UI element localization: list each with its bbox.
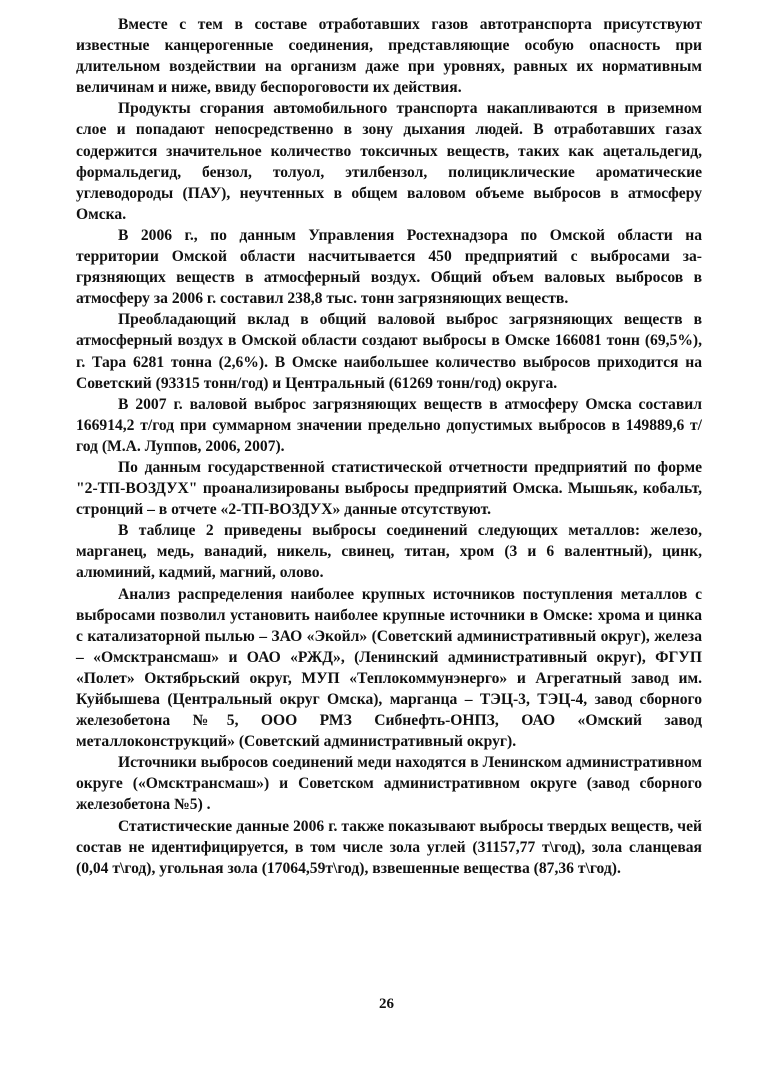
page-number: 26 [379, 996, 394, 1012]
paragraph-5: В 2007 г. валовой выброс загрязняющих веществ в атмосферу Омска составил 166914,2 т/год при суммарном значении предельно допустимых выбросов в 149889,6 т/год (М.А. Луппов, 2006, 2007). [76, 395, 702, 455]
body-text [76, 14, 702, 879]
paragraph-8: Анализ распределения наиболее крупных источников поступления металлов с выбросами позволил установить наиболее крупные источники в Омске: хрома и цинка с катализаторной пылью – ЗАО «Экойл» (Советский административный округ), железа – «Омсктрансмаш» и ОАО «РЖД», (Ленинский административный округ), ФГУП «Полет» Октябрьский округ, МУП «Теплокоммунэнерго» и Агрегатный завод им. Куйбышева (Центральный округ Омска), марганца – ТЭЦ-3, ТЭЦ-4, завод сборного железобетона №5, ООО РМЗ Сибнефть-ОНПЗ, ОАО «Омский завод металлоконструкций» (Советский административный округ). [76, 585, 702, 751]
paragraph-10: Статистические данные 2006 г. также показывают выбросы твердых веществ, чей состав не идентифицируется, в том числе зола углей (31157,77 т\год), зола сланцевая (0,04 т\год), угольная зола (17064,59т\год), взвешенные вещества (87,36 т\год). [76, 817, 702, 877]
paragraph-1: Вместе с тем в составе отработавших газов автотранспорта присутствуют известные канцерогенные соединения, представляющие особую опасность при длительном воздействии на организм даже при уровнях, равных их нормативным величинам и ниже, ввиду беспороговости их действия. [76, 16, 702, 97]
paragraph-4: Преобладающий вклад в общий валовой выброс загрязняющих веществ в атмосферный воздух в Омской области создают выбросы в Омске 166081 тонн (69,5%), г. Тара 6281 тонна (2,6%). В Омске наибольшее количество выбросов приходится на Советский (93315 тонн/год) и Центральный (61269 тонн/год) округа. [76, 311, 702, 392]
paragraph-9: Источники выбросов соединений меди находятся в Ленинском административном округе («Омсктрансмаш») и Советском административном округе (завод сборного железобетона №5) . [76, 754, 702, 814]
paragraph-6: По данным государственной статистической отчетности предприятий по форме "2-ТП-ВОЗДУХ" проанализированы выбросы предприятий Омска. Мышьяк, кобальт, стронций – в отчете «2-ТП-ВОЗДУХ» данные отсутствуют. [76, 458, 702, 519]
paragraph-7: В таблице 2 приведены выбросы соединений следующих металлов: железо, марганец, медь, ванадий, никель, свинец, титан, хром (3 и 6 валентный), цинк, алюминий, кадмий, магний, олово. [76, 522, 702, 582]
paragraph-3: В 2006 г., по данным Управления Ростехнадзора по Омской области на территории Омской области насчитывается 450 предприятий с выбросами загрязняющих веществ в атмосферный воздух. Общий объем валовых выбросов в атмосферу за 2006 г. составил 238,8 тыс. тонн загрязняющих веществ. [76, 226, 702, 308]
paragraph-2: Продукты сгорания автомобильного транспорта накапливаются в приземном слое и попадают непосредственно в зону дыхания людей. В отработавших газах содержится значительное количество токсичных веществ, таких как ацетальдегид, формальдегид, бензол, толуол, этилбензол, полициклические ароматические углеводороды (ПАУ), неучтенных в общем валовом объеме выбросов в атмосферу Омска. [76, 100, 702, 223]
